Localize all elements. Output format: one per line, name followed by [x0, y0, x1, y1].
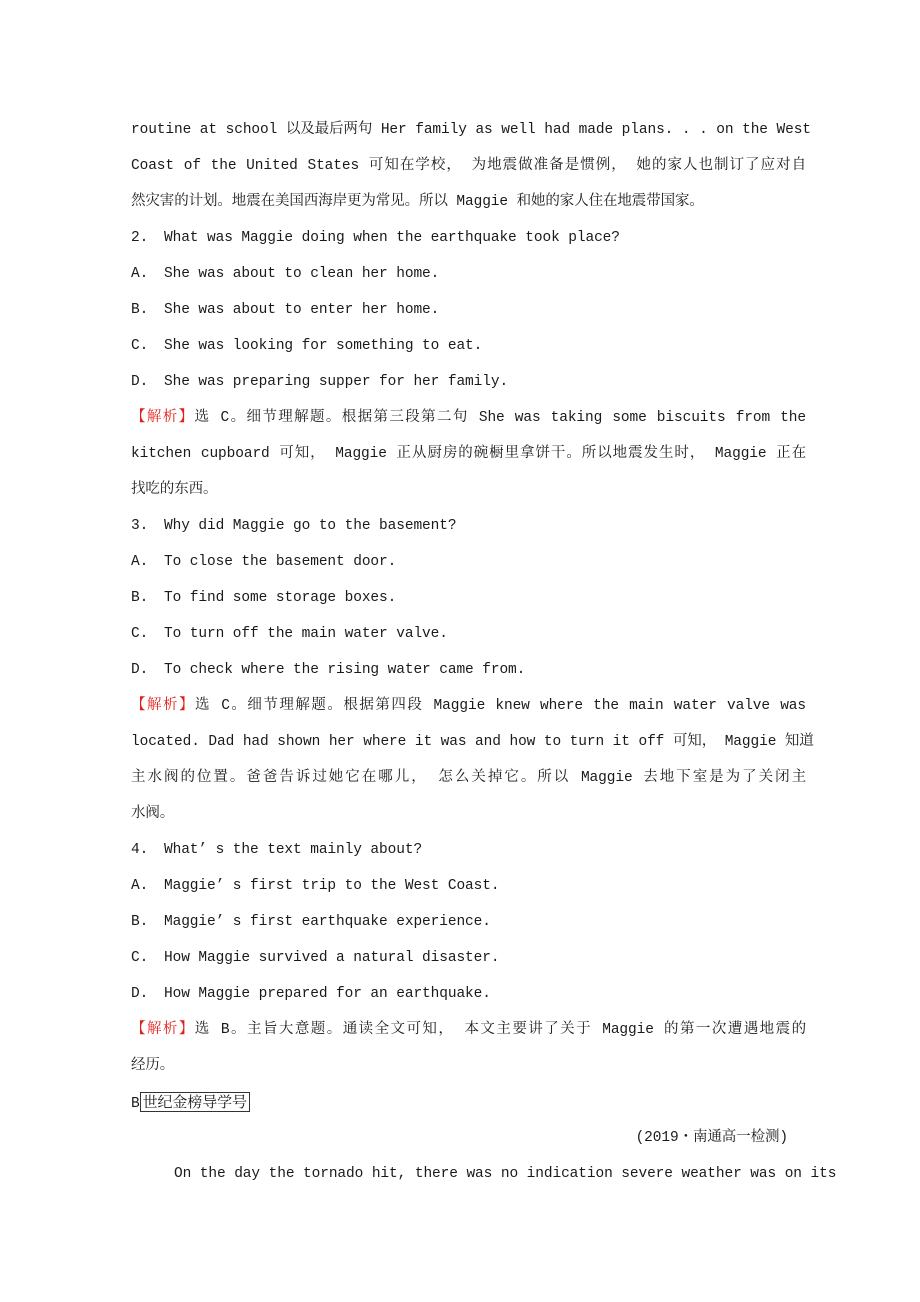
source-citation: (2019・南通高一检测) [635, 1130, 788, 1146]
text-line: routine at school 以及最后两句 Her family as well had made plans. . . on the West [131, 122, 811, 138]
question-number: 2. [131, 230, 149, 246]
question-number: 4. [131, 842, 149, 858]
analysis [131, 1015, 806, 1087]
question-stem [131, 223, 806, 259]
text-line: 水阀。 [131, 806, 175, 822]
question-text: What was Maggie doing when the earthquake took place? [164, 230, 620, 246]
intro-analysis [131, 115, 811, 223]
option-d [131, 979, 806, 1015]
option-label: D. [131, 986, 149, 1002]
option-label: A. [131, 266, 149, 282]
text-line: 找吃的东西。 [131, 482, 218, 498]
analysis-tag: 【解析】 [131, 1022, 195, 1038]
option-b [131, 583, 806, 619]
analysis-text: 选 C。细节理解题。根据第三段第二句 She was taking some biscuits from the [194, 410, 806, 426]
text-line: 然灾害的计划。地震在美国西海岸更为常见。所以 Maggie 和她的家人住在地震带国家。 [131, 194, 704, 210]
question-number: 3. [131, 518, 149, 534]
option-text: She was about to enter her home. [164, 302, 440, 318]
option-c [131, 943, 806, 979]
option-text: Maggie’ s first earthquake experience. [164, 914, 491, 930]
option-text: To turn off the main water valve. [164, 626, 448, 642]
text-line [131, 1015, 806, 1051]
option-label: C. [131, 950, 149, 966]
text-line: 经历。 [131, 1058, 175, 1074]
question-3 [131, 511, 814, 835]
question-stem [131, 835, 806, 871]
option-text: To close the basement door. [164, 554, 397, 570]
document-page [131, 115, 837, 1195]
analysis-text: 选 B。主旨大意题。通读全文可知， 本文主要讲了关于 Maggie 的第一次遭遇地震的 [194, 1022, 806, 1038]
option-label: A. [131, 554, 149, 570]
guide-number-box: 世纪金榜导学号 [140, 1092, 250, 1112]
option-label: D. [131, 662, 149, 678]
option-label: D. [131, 374, 149, 390]
analysis-text: 选 C。细节理解题。根据第四段 Maggie knew where the main water valve was [195, 698, 806, 714]
analysis-tag: 【解析】 [131, 410, 195, 426]
text-line: kitchen cupboard 可知， Maggie 正从厨房的碗橱里拿饼干。所以地震发生时， Maggie 正在 [131, 446, 806, 462]
option-d [131, 655, 806, 691]
option-text: To check where the rising water came from. [164, 662, 526, 678]
option-text: How Maggie survived a natural disaster. [164, 950, 500, 966]
option-c [131, 619, 806, 655]
analysis-tag: 【解析】 [131, 698, 195, 714]
text-line [131, 403, 806, 439]
option-a [131, 871, 806, 907]
option-d [131, 367, 806, 403]
text-line: Coast of the United States 可知在学校， 为地震做准备是惯例， 她的家人也制订了应对自 [131, 158, 806, 174]
option-a [131, 259, 806, 295]
question-4 [131, 835, 806, 1087]
analysis [131, 403, 806, 511]
section-b-heading [131, 1087, 806, 1123]
option-b [131, 907, 806, 943]
option-text: She was preparing supper for her family. [164, 374, 509, 390]
option-text: She was about to clean her home. [164, 266, 440, 282]
option-label: B. [131, 590, 149, 606]
text-line: 主水阀的位置。爸爸告诉过她它在哪儿， 怎么关掉它。所以 Maggie 去地下室是为了关闭主 [131, 770, 806, 786]
analysis [131, 691, 814, 835]
option-label: C. [131, 626, 149, 642]
passage-text: On the day the tornado hit, there was no indication severe weather was on its [174, 1166, 837, 1182]
option-label: A. [131, 878, 149, 894]
text-line [131, 691, 806, 727]
text-line: located. Dad had shown her where it was and how to turn it off 可知， Maggie 知道 [131, 734, 814, 750]
question-text: Why did Maggie go to the basement? [164, 518, 457, 534]
option-b [131, 295, 806, 331]
section-letter: B [131, 1096, 140, 1112]
option-c [131, 331, 806, 367]
option-label: C. [131, 338, 149, 354]
question-stem [131, 511, 806, 547]
option-text: She was looking for something to eat. [164, 338, 483, 354]
option-text: How Maggie prepared for an earthquake. [164, 986, 491, 1002]
option-a [131, 547, 806, 583]
question-text: What’ s the text mainly about? [164, 842, 423, 858]
option-label: B. [131, 914, 149, 930]
option-text: To find some storage boxes. [164, 590, 397, 606]
option-text: Maggie’ s first trip to the West Coast. [164, 878, 500, 894]
option-label: B. [131, 302, 149, 318]
question-2 [131, 223, 806, 511]
section-b [131, 1087, 837, 1195]
